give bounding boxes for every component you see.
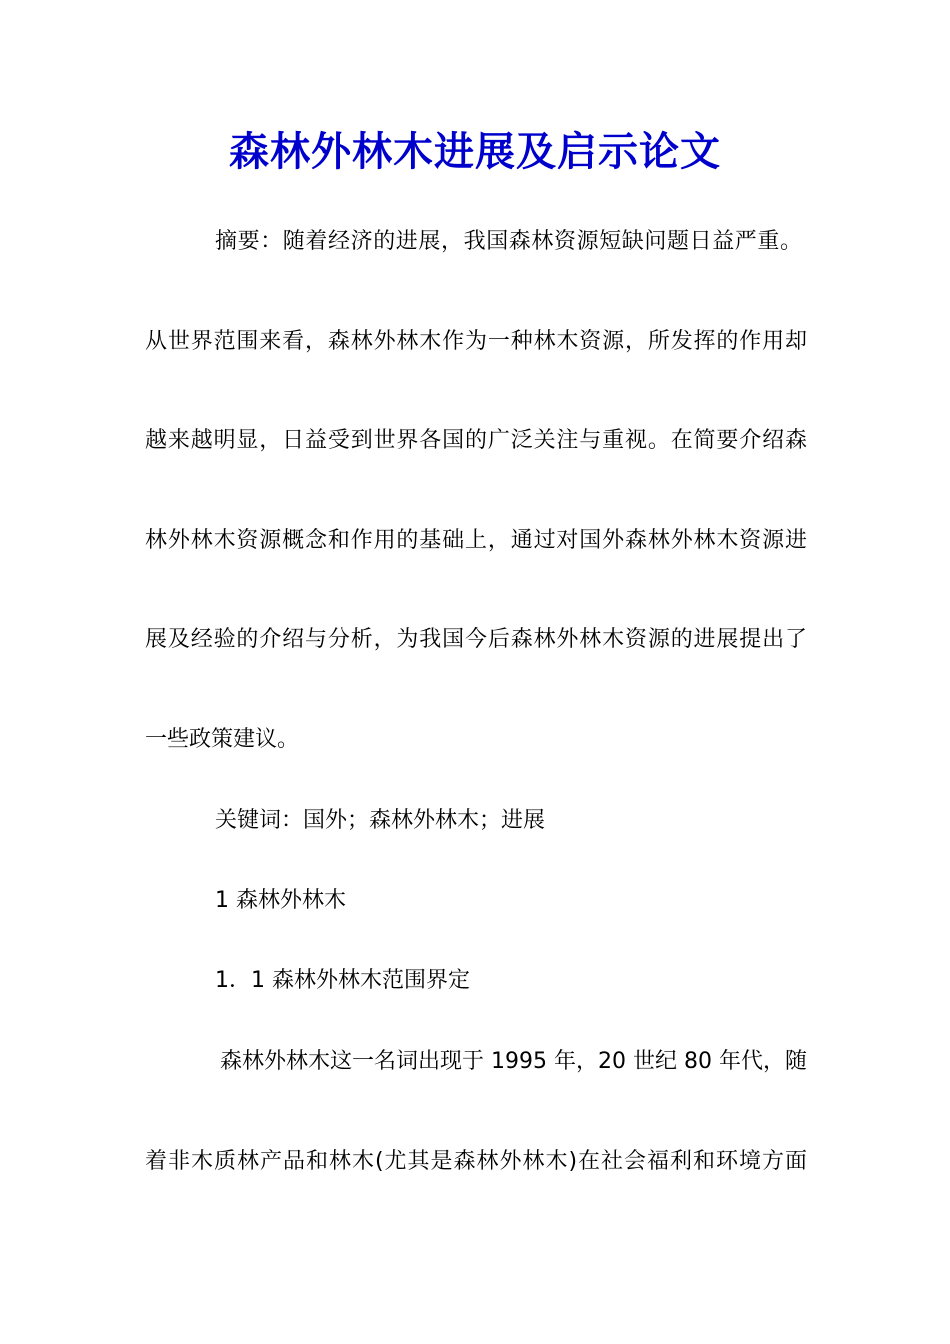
body-line-2: 着非木质林产品和林木(尤其是森林外林木)在社会福利和环境方面 bbox=[145, 1149, 807, 1174]
section-heading: 1 森林外林木 bbox=[215, 888, 346, 913]
subsection-heading: 1．1 森林外林木范围界定 bbox=[215, 968, 470, 993]
keywords: 关键词：国外；森林外林木；进展 bbox=[215, 808, 546, 833]
abstract-line-2: 从世界范围来看，森林外林木作为一种林木资源，所发挥的作用却 bbox=[145, 329, 807, 354]
abstract-line-1: 摘要：随着经济的进展，我国森林资源短缺问题日益严重。 bbox=[215, 229, 802, 254]
abstract-line-4: 林外林木资源概念和作用的基础上，通过对国外森林外林木资源进 bbox=[145, 528, 807, 553]
abstract-line-6: 一些政策建议。 bbox=[145, 727, 300, 752]
abstract-line-5: 展及经验的介绍与分析，为我国今后森林外林木资源的进展提出了 bbox=[145, 627, 807, 652]
document-title: 森林外林木进展及启示论文 bbox=[229, 129, 721, 175]
abstract-line-3: 越来越明显，日益受到世界各国的广泛关注与重视。在简要介绍森 bbox=[145, 428, 807, 453]
body-line-1: 森林外林木这一名词出现于 1995 年，20 世纪 80 年代，随 bbox=[220, 1049, 807, 1074]
